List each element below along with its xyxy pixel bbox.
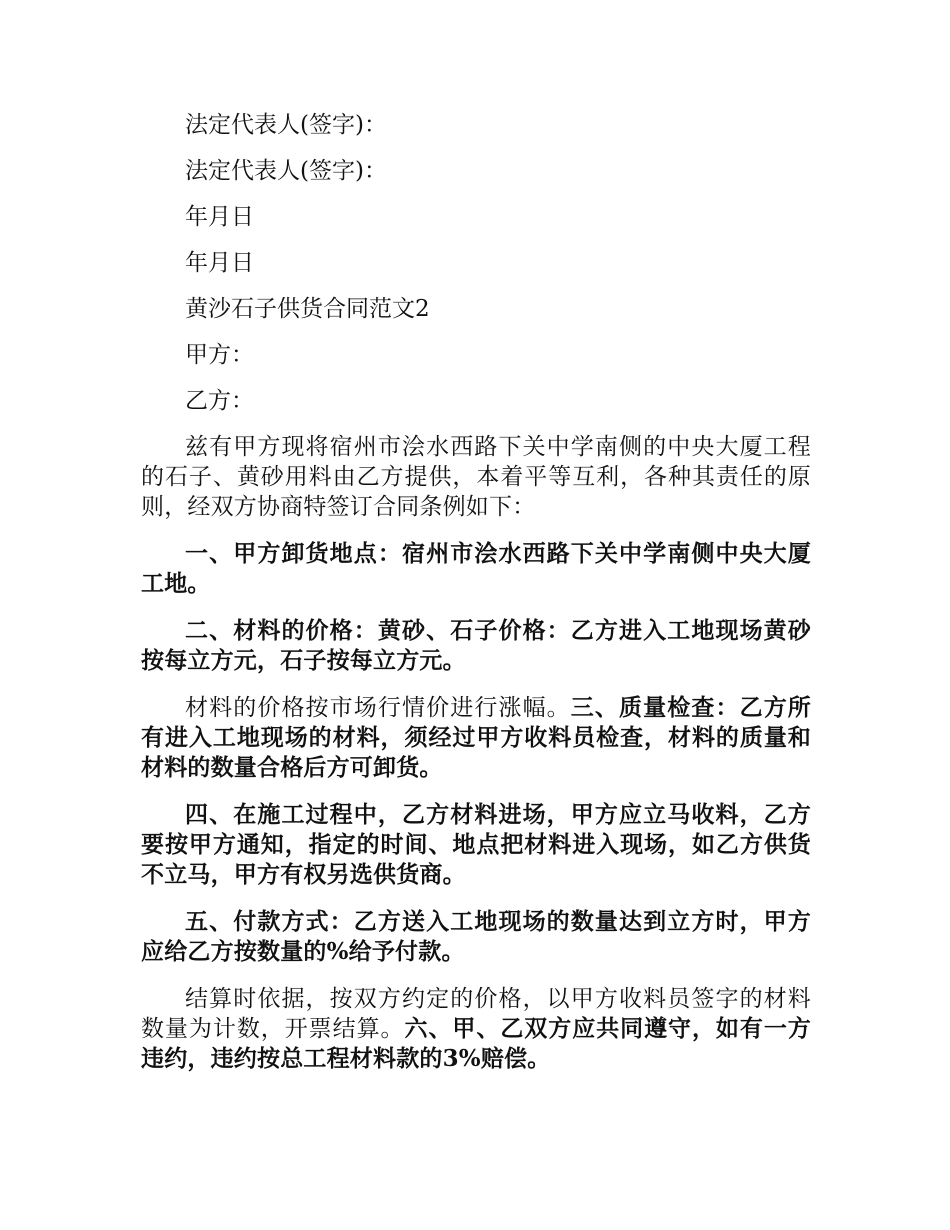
intro-paragraph: 兹有甲方现将宿州市浍水西路下关中学南侧的中央大厦工程的石子、黄砂用料由乙方提供，本着平等互利，各种其责任的原则，经双方协商特签订合同条例如下： — [141, 434, 811, 520]
document-title: 黄沙石子供货合同范文2 — [185, 296, 430, 322]
clause-1-paragraph: 一、甲方卸货地点：宿州市浍水西路下关中学南侧中央大厦工地。 — [141, 540, 811, 597]
price-adjustment-text: 材料的价格按市场行情价进行涨幅。 — [185, 695, 571, 721]
clause-5-paragraph: 五、付款方式：乙方送入工地现场的数量达到立方时，甲方应给乙方按数量的%给予付款。 — [141, 908, 811, 965]
clause-2-paragraph: 二、材料的价格：黄砂、石子价格：乙方进入工地现场黄砂按每立方元，石子按每立方元。 — [141, 617, 811, 674]
date-line: 年月日 — [185, 250, 254, 276]
party-a-label: 甲方： — [185, 342, 254, 368]
settlement-text: 结算时依据，按双方约定的价格，以甲方收料员签字的材料数量为计数，开票结算。 — [141, 986, 811, 1042]
breach-penalty-text: 六、甲、乙双方应共同遵守，如有一方违约，违约按总工程材料款的3%赔偿。 — [141, 1015, 811, 1072]
document-body — [141, 110, 811, 1091]
date-line: 年月日 — [185, 204, 254, 230]
quality-inspection-text: 三、质量检查：乙方所有进入工地现场的材料，须经过甲方收料员检查，材料的质量和材料的数量合格后方可卸货。 — [141, 694, 812, 781]
clause-4-paragraph: 四、在施工过程中，乙方材料进场，甲方应立马收料，乙方要按甲方通知，指定的时间、地点把材料进入现场，如乙方供货不立马，甲方有权另选供货商。 — [141, 801, 811, 888]
party-b-label: 乙方： — [185, 388, 254, 414]
clause-6-paragraph — [141, 984, 811, 1074]
legal-representative-signature-line: 法定代表人(签字)： — [185, 158, 387, 184]
legal-representative-signature-line: 法定代表人(签字)： — [185, 112, 387, 138]
clause-3-paragraph — [141, 693, 811, 783]
